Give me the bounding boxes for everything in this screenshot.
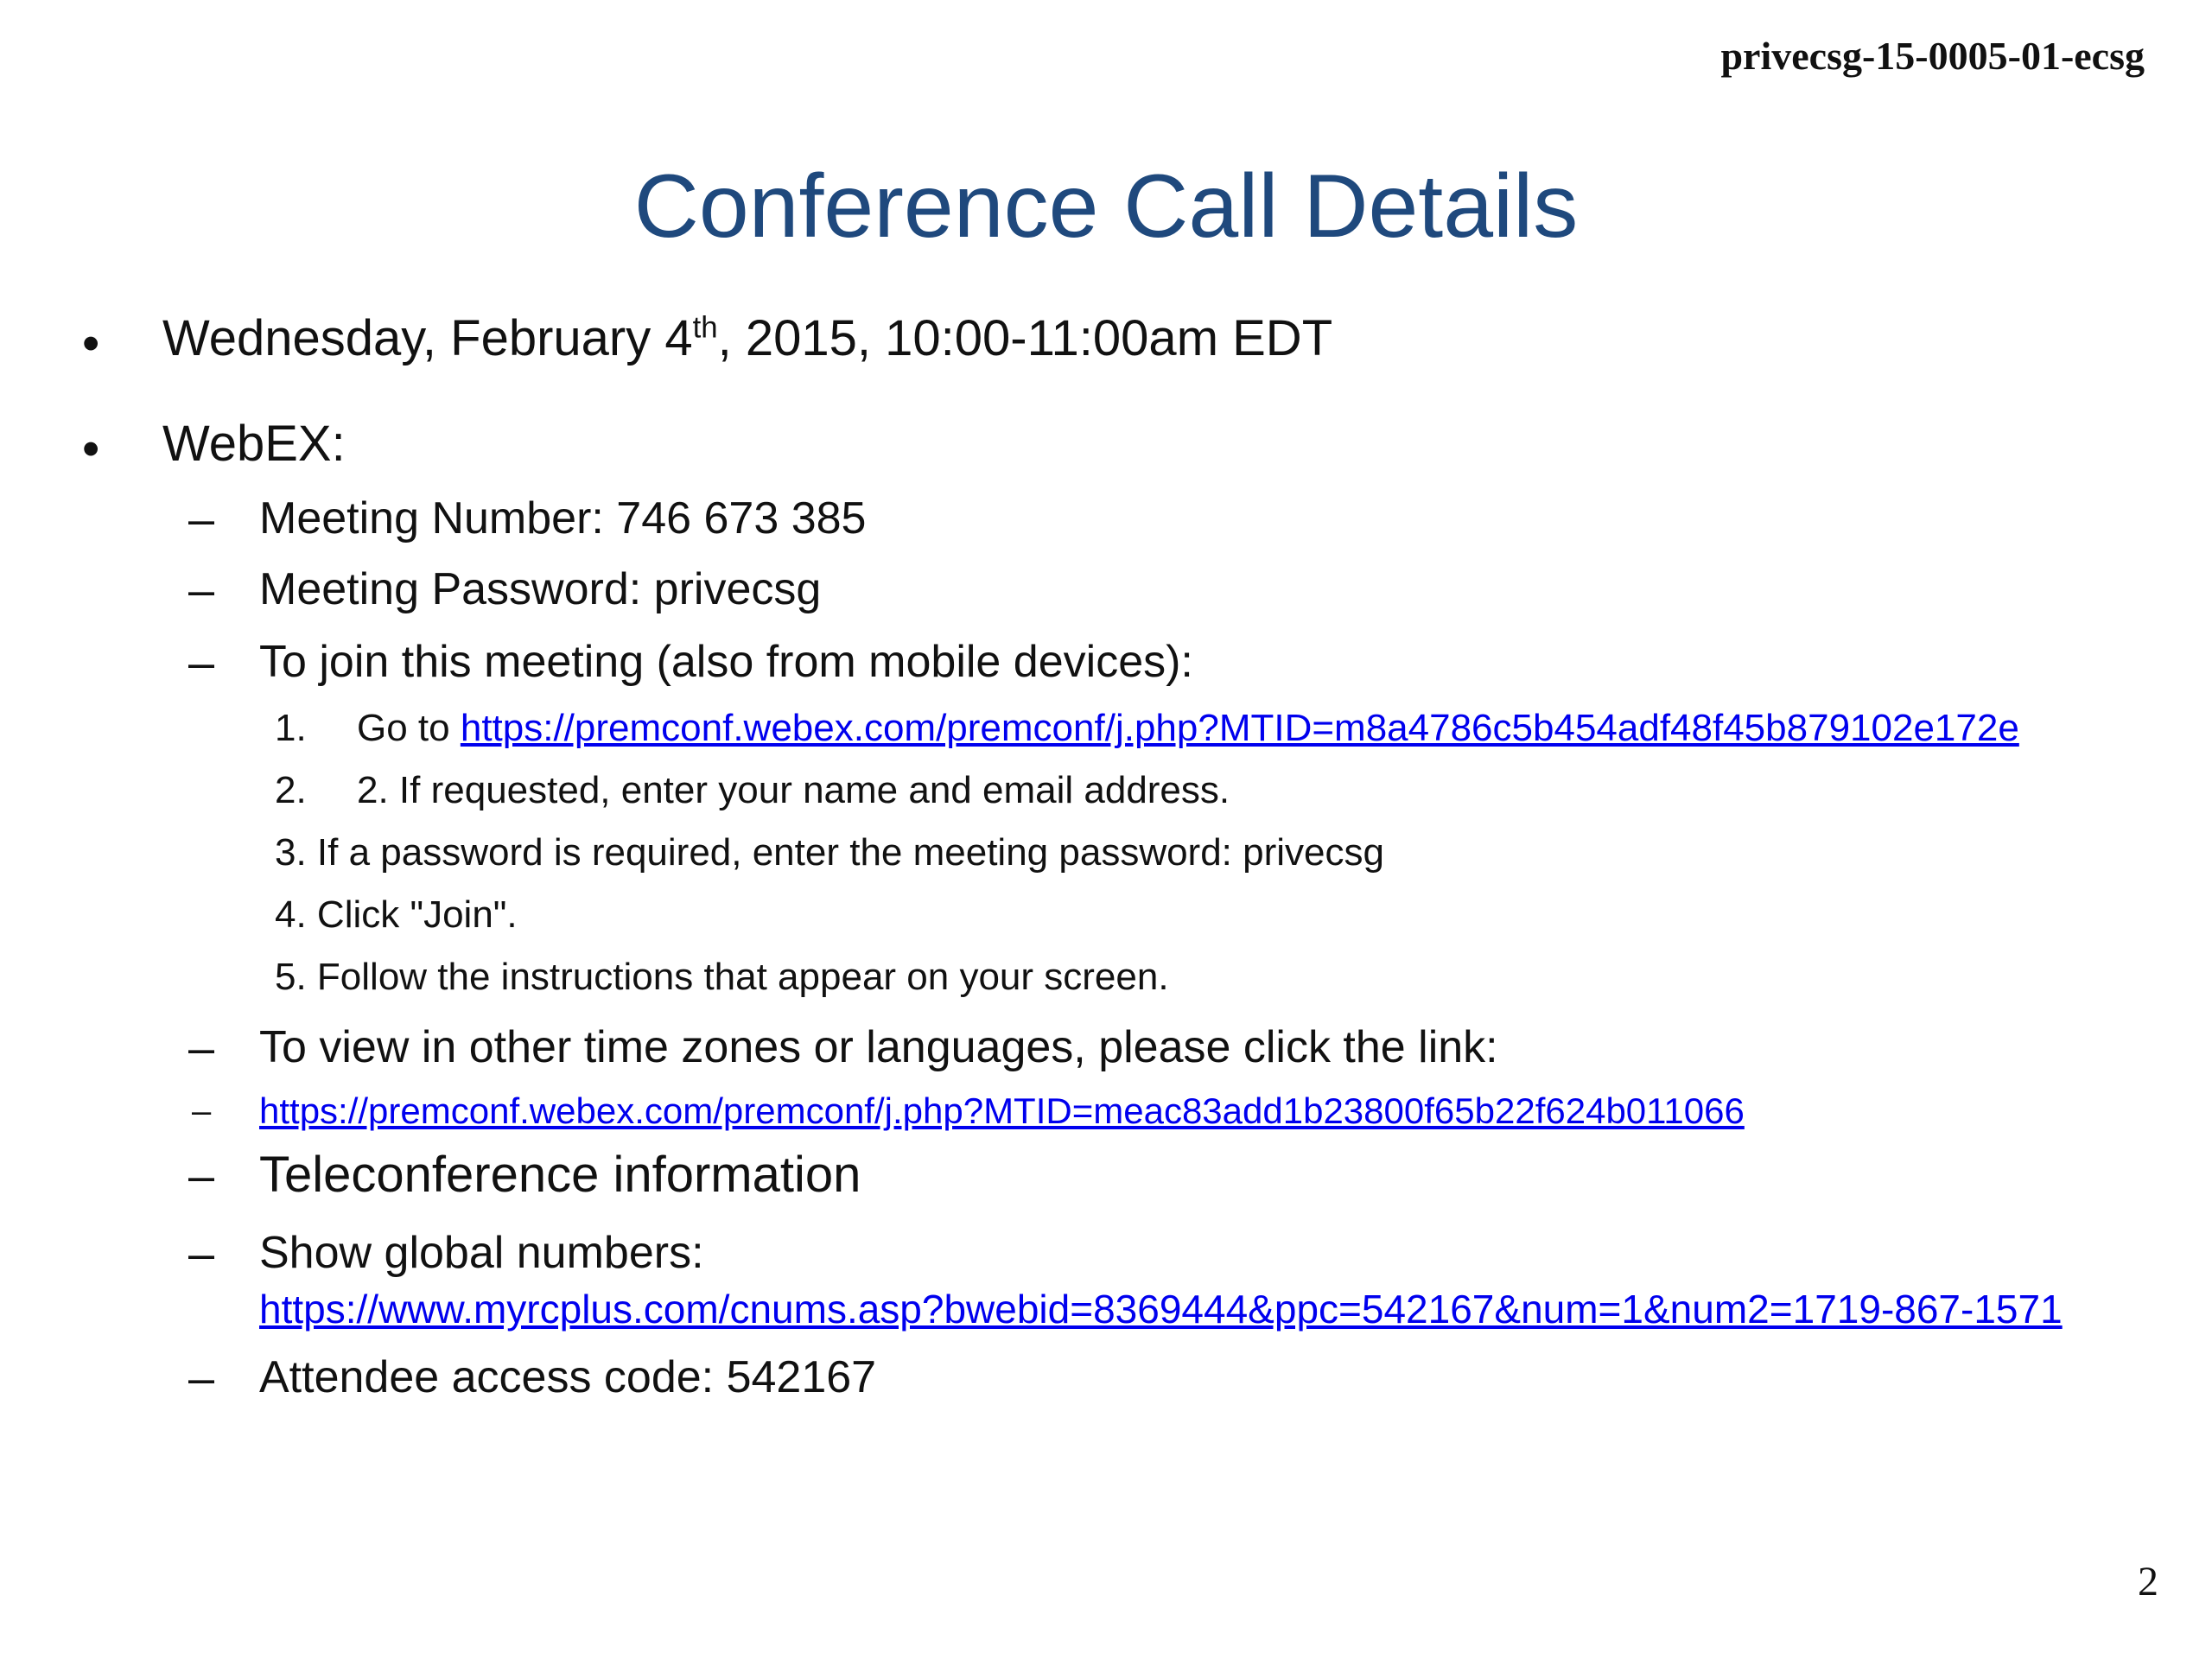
step-1 — [357, 707, 2019, 750]
step-1-prefix: Go to — [357, 707, 461, 749]
dash-marker: – — [188, 1022, 215, 1074]
webex-label: WebEX: — [162, 416, 346, 472]
dash-marker: – — [188, 1150, 215, 1202]
join-intro: To join this meeting (also from mobile devices): — [259, 637, 1193, 687]
dash-marker: – — [188, 564, 215, 616]
step-number: 2. — [275, 769, 307, 811]
dash-marker: – — [188, 1228, 215, 1280]
step-5: 5. Follow the instructions that appear on your screen. — [275, 956, 1169, 998]
bullet-dot: • — [82, 421, 100, 477]
dash-marker: – — [188, 637, 215, 689]
attendee-access-code: Attendee access code: 542167 — [259, 1352, 877, 1402]
webex-join-link[interactable]: https://premconf.webex.com/premconf/j.php?MTID=m8a4786c5b454adf48f45b879102e172e — [460, 707, 2019, 749]
bullet-dot: • — [82, 315, 100, 372]
step-number: 1. — [275, 707, 307, 749]
page-number: 2 — [2138, 1559, 2158, 1605]
date-suffix: , 2015, 10:00-11:00am EDT — [717, 310, 1333, 366]
dash-marker: – — [188, 1352, 215, 1404]
page-title: Conference Call Details — [633, 156, 1579, 257]
show-global-numbers: Show global numbers: — [259, 1228, 704, 1278]
global-numbers-link[interactable]: https://www.myrcplus.com/cnums.asp?bwebid=8369444&ppc=542167&num=1&num2=1719-867-1571 — [259, 1287, 2063, 1332]
meeting-number: Meeting Number: 746 673 385 — [259, 493, 867, 543]
teleconference-heading: Teleconference information — [259, 1147, 861, 1203]
dash-marker: – — [192, 1092, 212, 1130]
step-3: 3. If a password is required, enter the meeting password: privecsg — [275, 831, 1384, 874]
other-zones-link[interactable]: https://premconf.webex.com/premconf/j.php?MTID=meac83add1b23800f65b22f624b011066 — [259, 1090, 1745, 1131]
document-id: privecsg-15-0005-01-ecsg — [1720, 34, 2145, 78]
date-item — [162, 309, 1332, 367]
date-superscript: th — [692, 310, 718, 345]
meeting-password: Meeting Password: privecsg — [259, 564, 822, 614]
dash-marker: – — [188, 493, 215, 545]
date-prefix: Wednesday, February 4 — [162, 310, 693, 366]
step-2: 2. If requested, enter your name and email address. — [357, 769, 1230, 811]
other-zones-text: To view in other time zones or languages, please click the link: — [259, 1022, 1498, 1072]
step-4: 4. Click "Join". — [275, 893, 518, 936]
